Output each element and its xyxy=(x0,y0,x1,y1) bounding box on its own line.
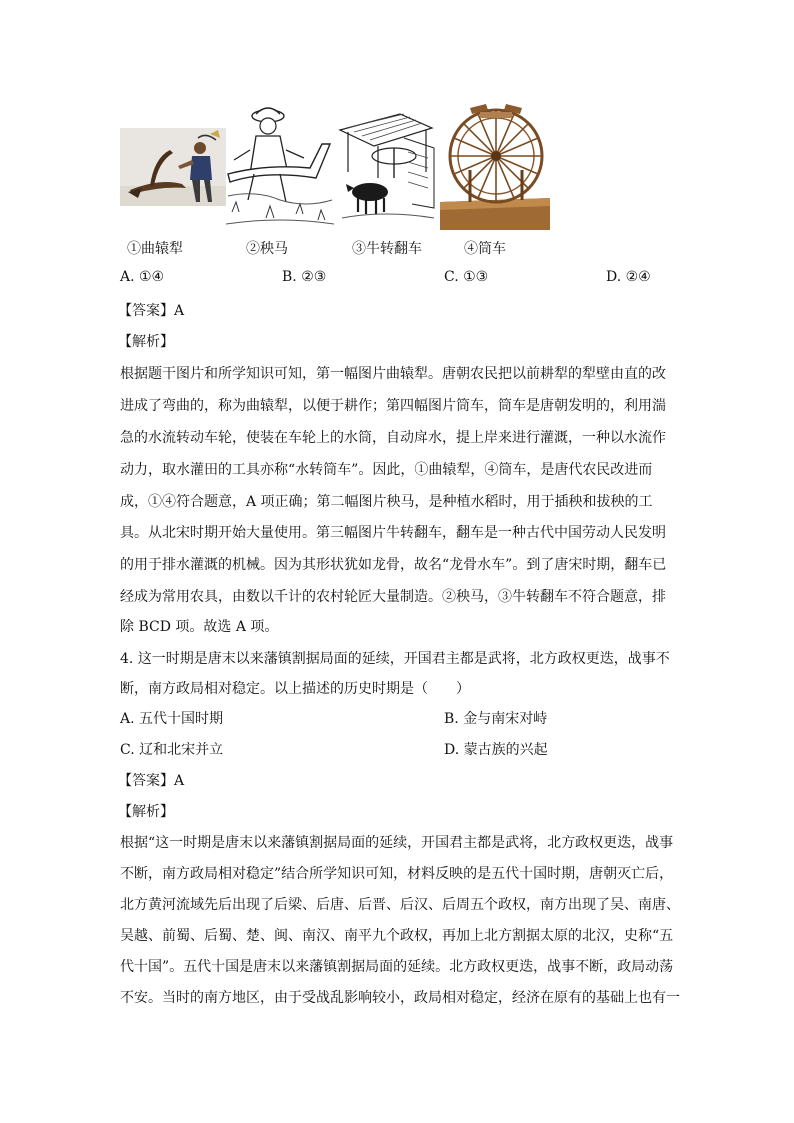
q3-option-a: A. ①④ xyxy=(120,269,165,285)
q4-stem-line: 4. 这一时期是唐末以来藩镇割据局面的延续，开国君主都是武将，北方政权更迭，战事不 xyxy=(120,651,670,667)
q4-answer: 【答案】A xyxy=(118,773,185,789)
q3-analysis-line: 除 BCD 项。故选 A 项。 xyxy=(120,619,279,635)
q3-analysis-line: 进成了弯曲的，称为曲辕犁，以便于耕作；第四幅图片筒车，筒车是唐朝发明的，利用湍 xyxy=(120,398,666,414)
caption-ox-water-wheel: ③牛转翻车 xyxy=(352,241,422,257)
ox-driven-water-wheel-image xyxy=(334,108,438,230)
caption-curved-plow: ①曲辕犁 xyxy=(127,241,183,257)
q4-option-c: C. 辽和北宋并立 xyxy=(120,742,224,758)
q3-analysis-line: 的用于排水灌溉的机械。因为其形状犹如龙骨，故名“龙骨水车”。到了唐宋时期，翻车已 xyxy=(120,557,667,573)
q3-option-b: B. ②③ xyxy=(282,269,327,285)
q4-analysis-line: 代十国”。五代十国是唐末以来藩镇割据局面的延续。北方政权更迭，战事不断，政局动荡 xyxy=(120,959,674,975)
q3-analysis-line: 经成为常用农具，由数以千计的农村轮匠大量制造。②秧马，③牛转翻车不符合题意，排 xyxy=(120,589,666,605)
q4-option-a: A. 五代十国时期 xyxy=(120,711,224,727)
q4-option-d: D. 蒙古族的兴起 xyxy=(444,742,548,758)
q3-option-c: C. ①③ xyxy=(444,269,489,285)
bamboo-tube-waterwheel-image xyxy=(440,98,550,230)
curved-plow-image xyxy=(120,128,226,206)
q4-analysis-line: 不断，南方政局相对稳定”结合所学知识可知，材料反映的是五代十国时期，唐朝灭亡后， xyxy=(120,866,674,882)
q3-answer: 【答案】A xyxy=(118,303,185,319)
q3-analysis-line: 成，①④符合题意，A 项正确；第二幅图片秧马，是种植水稻时，用于插秧和拔秧的工 xyxy=(120,494,653,510)
rice-seedling-horse-image xyxy=(226,100,334,230)
q4-stem-line: 断，南方政局相对稳定。以上描述的历史时期是（ ） xyxy=(120,681,470,697)
caption-tube-wheel: ④筒车 xyxy=(464,241,506,257)
q4-analysis-heading: 【解析】 xyxy=(118,804,174,820)
q3-analysis-line: 动力，取水灌田的工具亦称“水转筒车”。因此，①曲辕犁，④筒车，是唐代农民改进而 xyxy=(120,462,653,478)
q3-option-d: D. ②④ xyxy=(606,269,651,285)
caption-seedling-horse: ②秧马 xyxy=(246,241,288,257)
q3-analysis-heading: 【解析】 xyxy=(118,334,174,350)
q3-analysis-line: 具。从北宋时期开始大量使用。第三幅图片牛转翻车，翻车是一种古代中国劳动人民发明 xyxy=(120,525,666,541)
q3-analysis-line: 根据题干图片和所学知识可知，第一幅图片曲辕犁。唐朝农民把以前耕犁的犁壁由直的改 xyxy=(120,366,666,382)
q4-analysis-line: 不安。当时的南方地区，由于受战乱影响较小，政局相对稳定，经济在原有的基础上也有一 xyxy=(120,990,680,1006)
q4-analysis-line: 吴越、前蜀、后蜀、楚、闽、南汉、南平九个政权，再加上北方割据太原的北汉，史称“五 xyxy=(120,928,674,944)
q4-option-b: B. 金与南宋对峙 xyxy=(444,711,548,727)
q3-analysis-line: 急的水流转动车轮，使装在车轮上的水筒，自动戽水，提上岸来进行灌溉，一种以水流作 xyxy=(120,430,666,446)
q4-analysis-line: 北方黄河流域先后出现了后梁、后唐、后晋、后汉、后周五个政权，南方出现了吴、南唐、 xyxy=(120,897,680,913)
q4-analysis-line: 根据“这一时期是唐末以来藩镇割据局面的延续，开国君主都是武将，北方政权更迭，战事 xyxy=(120,835,674,851)
